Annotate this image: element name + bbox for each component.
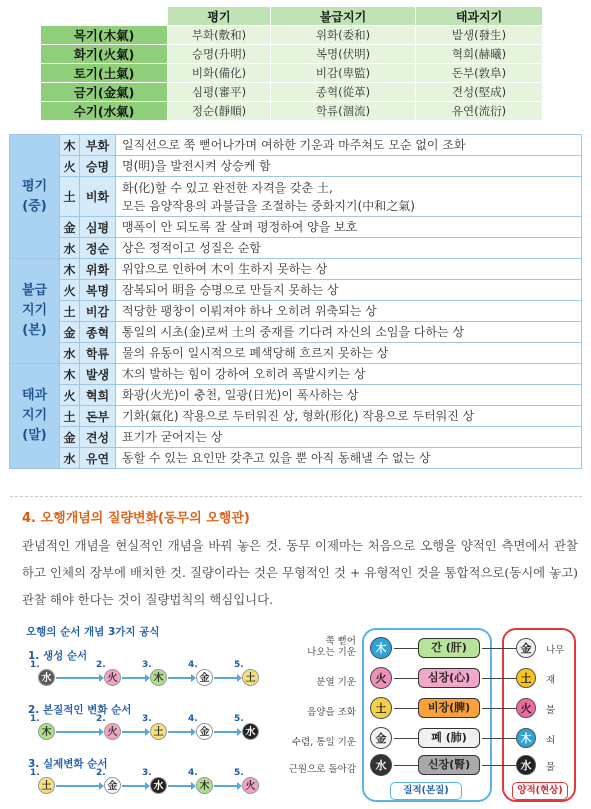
description-cell: 상은 정적이고 성질은 순함 bbox=[116, 238, 582, 259]
table-row bbox=[10, 427, 582, 448]
name-cell: 정순 bbox=[80, 238, 116, 259]
step-number: 5. bbox=[234, 660, 244, 670]
table-cell: 학류(涸流) bbox=[271, 102, 416, 121]
table-row bbox=[41, 45, 543, 64]
row-label: 목기(木氣) bbox=[41, 26, 168, 45]
table-cell: 승명(升明) bbox=[168, 45, 271, 64]
element-circle: 金 bbox=[196, 723, 213, 740]
phenomenon-circle: 土 bbox=[516, 668, 536, 688]
organ-box: 심장(心) bbox=[418, 668, 480, 688]
element-cell: 火 bbox=[60, 385, 80, 406]
name-cell: 종혁 bbox=[80, 322, 116, 343]
row-label: 토기(土氣) bbox=[41, 64, 168, 83]
table-cell: 돈부(敦阜) bbox=[416, 64, 543, 83]
element-circle: 金 bbox=[104, 777, 121, 794]
name-cell: 견성 bbox=[80, 427, 116, 448]
table-cell: 견성(堅成) bbox=[416, 83, 543, 102]
table-row bbox=[10, 280, 582, 301]
description-cell: 일직선으로 쭉 뻗어나가며 여하한 기운과 마주쳐도 모순 없이 조화 bbox=[116, 135, 582, 156]
name-cell: 혁희 bbox=[80, 385, 116, 406]
phenomenon-label: 쇠 bbox=[546, 735, 556, 746]
name-cell: 승명 bbox=[80, 156, 116, 177]
connector-line bbox=[394, 678, 418, 679]
connector-line bbox=[394, 765, 418, 766]
connector-line bbox=[482, 648, 516, 649]
section-paragraph: 관념적인 개념을 현실적인 개념을 바꿔 놓은 것. 동무 이제마는 처음으로 오행을 양적인 측면에서 관찰하고 인체의 장부에 배치한 것. 질량이라는 것은 무형적인 것 + 유형적인 것을 통합적으로(동시에 놓고)관찰 해야 한다는 것이 질량법칙의 핵심입니다. bbox=[22, 538, 578, 607]
row-label: 수기(水氣) bbox=[41, 102, 168, 121]
step-number: 2. bbox=[96, 714, 106, 724]
element-cell: 木 bbox=[60, 135, 80, 156]
table-row bbox=[41, 83, 543, 102]
name-cell: 부화 bbox=[80, 135, 116, 156]
phenomenon-circle: 水 bbox=[516, 755, 536, 775]
description-cell: 표기가 굳어지는 상 bbox=[116, 427, 582, 448]
step-number: 5. bbox=[234, 768, 244, 778]
description-cell: 잠복되어 明을 승명으로 만들지 못하는 상 bbox=[116, 280, 582, 301]
connector-line bbox=[482, 708, 516, 709]
quality-quantity-diagram bbox=[290, 624, 586, 806]
connector-line bbox=[482, 765, 516, 766]
table-row bbox=[10, 385, 582, 406]
element-circle: 水 bbox=[242, 723, 259, 740]
diagram-title: 오행의 순서 개념 3가지 공식 bbox=[26, 626, 160, 638]
sequence-row bbox=[10, 714, 274, 744]
step-number: 3. bbox=[142, 714, 152, 724]
arrow-right-icon bbox=[122, 677, 146, 679]
section-divider bbox=[10, 496, 582, 497]
element-cell: 火 bbox=[60, 280, 80, 301]
organ-box: 비장(脾) bbox=[418, 698, 480, 718]
arrow-right-icon bbox=[214, 785, 238, 787]
step-number: 3. bbox=[142, 768, 152, 778]
element-cell: 水 bbox=[60, 448, 80, 469]
description-cell: 동할 수 있는 요인만 갖추고 있을 뿐 아직 동해낼 수 없는 상 bbox=[116, 448, 582, 469]
description-cell: 화(化)할 수 있고 완전한 자격을 갖춘 土, 모든 음양작용의 과불급을 조절하는 중화지기(中和之氣) bbox=[116, 177, 582, 217]
table-cell: 비감(卑監) bbox=[271, 64, 416, 83]
sequence-row bbox=[10, 768, 274, 798]
step-number: 4. bbox=[188, 660, 198, 670]
energy-label: 음양을 조화 bbox=[307, 707, 356, 718]
element-circle: 水 bbox=[370, 754, 392, 776]
step-number: 4. bbox=[188, 768, 198, 778]
element-cell: 金 bbox=[60, 427, 80, 448]
group-label: 불급 지기 (본) bbox=[10, 259, 60, 364]
step-number: 1. bbox=[30, 714, 40, 724]
column-header: 태과지기 bbox=[416, 7, 543, 26]
element-circle: 金 bbox=[196, 669, 213, 686]
corner-cell bbox=[41, 7, 168, 26]
element-cell: 金 bbox=[60, 322, 80, 343]
column-header: 평기 bbox=[168, 7, 271, 26]
phenomenon-circle: 金 bbox=[516, 638, 536, 658]
element-circle: 土 bbox=[150, 723, 167, 740]
phenomenon-label: 불 bbox=[546, 705, 556, 716]
element-circle: 土 bbox=[370, 697, 392, 719]
sequence-title: 2. 본질적인 변화 순서 bbox=[28, 704, 132, 716]
table-row bbox=[10, 343, 582, 364]
table-cell: 종혁(從革) bbox=[271, 83, 416, 102]
step-number: 4. bbox=[188, 714, 198, 724]
group-label: 평기 (중) bbox=[10, 135, 60, 259]
description-cell: 화광(火光)이 충천, 일광(日光)이 폭사하는 상 bbox=[116, 385, 582, 406]
name-cell: 복명 bbox=[80, 280, 116, 301]
qi-detail-table bbox=[9, 134, 582, 469]
group-label: 태과 지기 (말) bbox=[10, 364, 60, 469]
name-cell: 유연 bbox=[80, 448, 116, 469]
energy-label: 수렴, 통일 기운 bbox=[291, 737, 356, 748]
table-row bbox=[10, 301, 582, 322]
element-circle: 木 bbox=[38, 723, 55, 740]
arrow-right-icon bbox=[168, 731, 192, 733]
phenomenon-circle: 木 bbox=[516, 728, 536, 748]
description-cell: 기화(氣化) 작용으로 두터워진 상, 형화(形化) 작용으로 두터워진 상 bbox=[116, 406, 582, 427]
element-circle: 木 bbox=[150, 669, 167, 686]
connector-line bbox=[394, 708, 418, 709]
arrow-right-icon bbox=[168, 677, 192, 679]
table-cell: 위화(委和) bbox=[271, 26, 416, 45]
table-row bbox=[10, 406, 582, 427]
table-row bbox=[41, 102, 543, 121]
organ-box: 신장(腎) bbox=[418, 755, 480, 775]
arrow-right-icon bbox=[56, 677, 100, 679]
table-row bbox=[10, 448, 582, 469]
arrow-right-icon bbox=[56, 731, 100, 733]
column-header: 불급지기 bbox=[271, 7, 416, 26]
element-cell: 木 bbox=[60, 259, 80, 280]
step-number: 2. bbox=[96, 660, 106, 670]
connector-line bbox=[482, 738, 516, 739]
description-cell: 통일의 시초(金)로써 土의 중재를 기다려 자신의 소임을 다하는 상 bbox=[116, 322, 582, 343]
phenomenon-label: 물 bbox=[546, 762, 556, 773]
element-cell: 水 bbox=[60, 343, 80, 364]
element-circle: 木 bbox=[370, 637, 392, 659]
name-cell: 발생 bbox=[80, 364, 116, 385]
table-cell: 발생(發生) bbox=[416, 26, 543, 45]
table-cell: 부화(敷和) bbox=[168, 26, 271, 45]
connector-line bbox=[394, 648, 418, 649]
quantity-frame bbox=[502, 628, 576, 802]
step-number: 3. bbox=[142, 660, 152, 670]
step-number: 5. bbox=[234, 714, 244, 724]
element-circle: 火 bbox=[104, 669, 121, 686]
element-circle: 土 bbox=[38, 777, 55, 794]
quantity-caption: 양적(현상) bbox=[512, 782, 568, 800]
quality-caption: 질적(본질) bbox=[390, 782, 462, 800]
arrow-right-icon bbox=[56, 785, 100, 787]
phenomenon-label: 나무 bbox=[546, 645, 565, 656]
description-cell: 물의 유동이 일시적으로 폐색당해 흐르지 못하는 상 bbox=[116, 343, 582, 364]
table-cell: 유연(流衍) bbox=[416, 102, 543, 121]
table-cell: 복명(伏明) bbox=[271, 45, 416, 64]
element-circle: 水 bbox=[38, 669, 55, 686]
table-header-row bbox=[41, 7, 543, 26]
row-label: 금기(金氣) bbox=[41, 83, 168, 102]
table-row bbox=[10, 238, 582, 259]
element-cell: 土 bbox=[60, 406, 80, 427]
element-circle: 水 bbox=[150, 777, 167, 794]
table-cell: 정순(靜順) bbox=[168, 102, 271, 121]
element-cell: 土 bbox=[60, 177, 80, 217]
element-circle: 木 bbox=[196, 777, 213, 794]
table-row bbox=[10, 135, 582, 156]
description-cell: 맹폭이 안 되도록 잘 살펴 평정하여 양을 보호 bbox=[116, 217, 582, 238]
element-circle: 火 bbox=[104, 723, 121, 740]
name-cell: 비감 bbox=[80, 301, 116, 322]
table-row bbox=[10, 364, 582, 385]
organ-box: 간 (肝) bbox=[418, 638, 480, 658]
step-number: 1. bbox=[30, 660, 40, 670]
table-cell: 비화(備化) bbox=[168, 64, 271, 83]
arrow-right-icon bbox=[214, 731, 238, 733]
table-row bbox=[10, 322, 582, 343]
arrow-right-icon bbox=[168, 785, 192, 787]
name-cell: 심평 bbox=[80, 217, 116, 238]
description-cell: 木의 발하는 힘이 강하여 오히려 폭발시키는 상 bbox=[116, 364, 582, 385]
name-cell: 돈부 bbox=[80, 406, 116, 427]
energy-label: 분열 기운 bbox=[316, 677, 356, 688]
table-row bbox=[10, 259, 582, 280]
element-circle: 火 bbox=[370, 667, 392, 689]
connector-line bbox=[482, 678, 516, 679]
name-cell: 학류 bbox=[80, 343, 116, 364]
arrow-right-icon bbox=[122, 731, 146, 733]
element-circle: 火 bbox=[242, 777, 259, 794]
table-cell: 혁희(赫曦) bbox=[416, 45, 543, 64]
connector-line bbox=[394, 738, 418, 739]
step-number: 2. bbox=[96, 768, 106, 778]
section-heading: 4. 오행개념의 질량변화(동무의 오행관) bbox=[22, 511, 250, 526]
name-cell: 위화 bbox=[80, 259, 116, 280]
description-cell: 적당한 팽창이 이뤄져야 하나 오히려 위축되는 상 bbox=[116, 301, 582, 322]
table-row bbox=[41, 26, 543, 45]
element-cell: 火 bbox=[60, 156, 80, 177]
phenomenon-label: 재 bbox=[546, 675, 556, 686]
element-cell: 木 bbox=[60, 364, 80, 385]
description-cell: 위압으로 인하여 木이 生하지 못하는 상 bbox=[116, 259, 582, 280]
phenomenon-circle: 火 bbox=[516, 698, 536, 718]
table-cell: 심평(審平) bbox=[168, 83, 271, 102]
sequence-title: 3. 실제변화 순서 bbox=[28, 758, 108, 770]
five-element-order-diagram bbox=[10, 624, 274, 804]
element-cell: 土 bbox=[60, 301, 80, 322]
element-cell: 水 bbox=[60, 238, 80, 259]
table-row bbox=[10, 156, 582, 177]
step-number: 1. bbox=[30, 768, 40, 778]
element-circle: 金 bbox=[370, 727, 392, 749]
description-cell: 명(明)을 발전시켜 상승케 함 bbox=[116, 156, 582, 177]
table-row bbox=[41, 64, 543, 83]
energy-label: 쭉 뻗어 나오는 기운 bbox=[307, 636, 356, 658]
element-circle: 土 bbox=[242, 669, 259, 686]
five-qi-summary-table bbox=[40, 6, 543, 121]
arrow-right-icon bbox=[122, 785, 146, 787]
name-cell: 비화 bbox=[80, 177, 116, 217]
energy-label: 근원으로 돌아감 bbox=[288, 764, 356, 775]
sequence-row bbox=[10, 660, 274, 690]
table-row bbox=[10, 217, 582, 238]
row-label: 화기(火氣) bbox=[41, 45, 168, 64]
element-cell: 金 bbox=[60, 217, 80, 238]
organ-box: 폐 (肺) bbox=[418, 728, 480, 748]
arrow-right-icon bbox=[214, 677, 238, 679]
sequence-title: 1. 생성 순서 bbox=[28, 650, 88, 662]
